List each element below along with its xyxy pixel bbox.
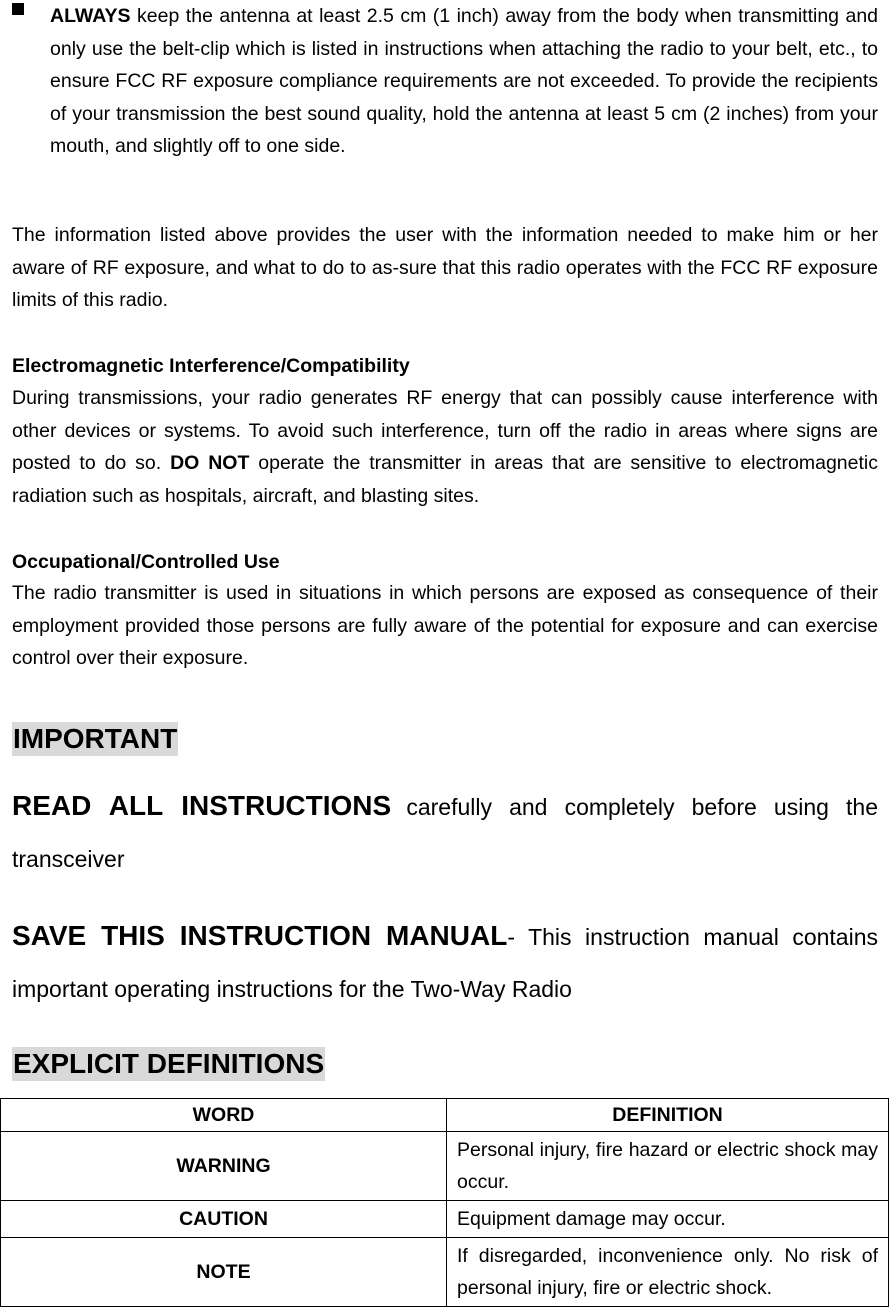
word-cell: NOTE — [1, 1238, 447, 1307]
definition-cell: Equipment damage may occur. — [447, 1201, 889, 1238]
always-lead: ALWAYS — [50, 5, 131, 27]
save-manual-paragraph — [12, 912, 878, 1017]
definitions-heading: EXPLICIT DEFINITIONS — [13, 1048, 325, 1079]
emi-emphasis: DO NOT — [170, 452, 250, 474]
square-bullet-icon — [12, 3, 24, 15]
read-all-text: carefully and completely before using the transceiver — [12, 794, 878, 872]
definition-cell: Personal injury, fire hazard or electric shock may occur. — [447, 1132, 889, 1201]
emi-paragraph — [12, 382, 878, 512]
column-header-definition: DEFINITION — [447, 1099, 889, 1132]
info-paragraph: The information listed above provides the user with the information needed to make him or her aware of RF exposure, and what to do to as-sure that this radio operates with the FCC RF exposure limits of this radio. — [12, 224, 878, 311]
always-bullet — [12, 0, 878, 163]
save-manual-lead: SAVE THIS INSTRUCTION MANUAL — [12, 920, 508, 951]
occupational-paragraph: The radio transmitter is used in situations in which persons are exposed as consequence of their employment provided those persons are fully aware of the potential for exposure and can exercise control over their exposure. — [12, 582, 878, 669]
save-manual-text: - This instruction manual contains important operating instructions for the Two-Way Radio — [12, 924, 879, 1002]
table-row — [1, 1132, 889, 1201]
read-all-paragraph — [12, 782, 878, 887]
table-header-row — [1, 1099, 889, 1132]
occupational-heading: Occupational/Controlled Use — [12, 551, 280, 573]
emi-text-after: operate the transmitter in areas that are sensitive to electromagnetic radiation such as hospitals, aircraft, and blasting sites. — [12, 452, 878, 507]
table-row — [1, 1238, 889, 1307]
definition-cell: If disregarded, inconvenience only. No risk of personal injury, fire or electric shock. — [447, 1238, 889, 1307]
always-body: keep the antenna at least 2.5 cm (1 inch) away from the body when transmitting and only use the belt-clip which is listed in instructions when attaching the radio to your belt, etc., to ensure FCC RF exposure compliance requirements are not exceeded. To provide the recipients of your transmission the best sound quality, hold the antenna at least 5 cm (2 inches) from your mouth, and slightly off to one side. — [50, 5, 879, 157]
emi-text-before: During transmissions, your radio generates RF energy that can possibly cause interference with other devices or systems. To avoid such interference, turn off the radio in areas where signs are posted to do so. — [12, 387, 878, 474]
definitions-table — [0, 1098, 889, 1307]
column-header-word: WORD — [1, 1099, 447, 1132]
always-bullet-text — [50, 0, 878, 163]
word-cell: WARNING — [1, 1132, 447, 1201]
emi-heading: Electromagnetic Interference/Compatibility — [12, 355, 410, 377]
read-all-lead: READ ALL INSTRUCTIONS — [12, 790, 392, 821]
important-heading: IMPORTANT — [13, 723, 178, 754]
table-row — [1, 1201, 889, 1238]
word-cell: CAUTION — [1, 1201, 447, 1238]
